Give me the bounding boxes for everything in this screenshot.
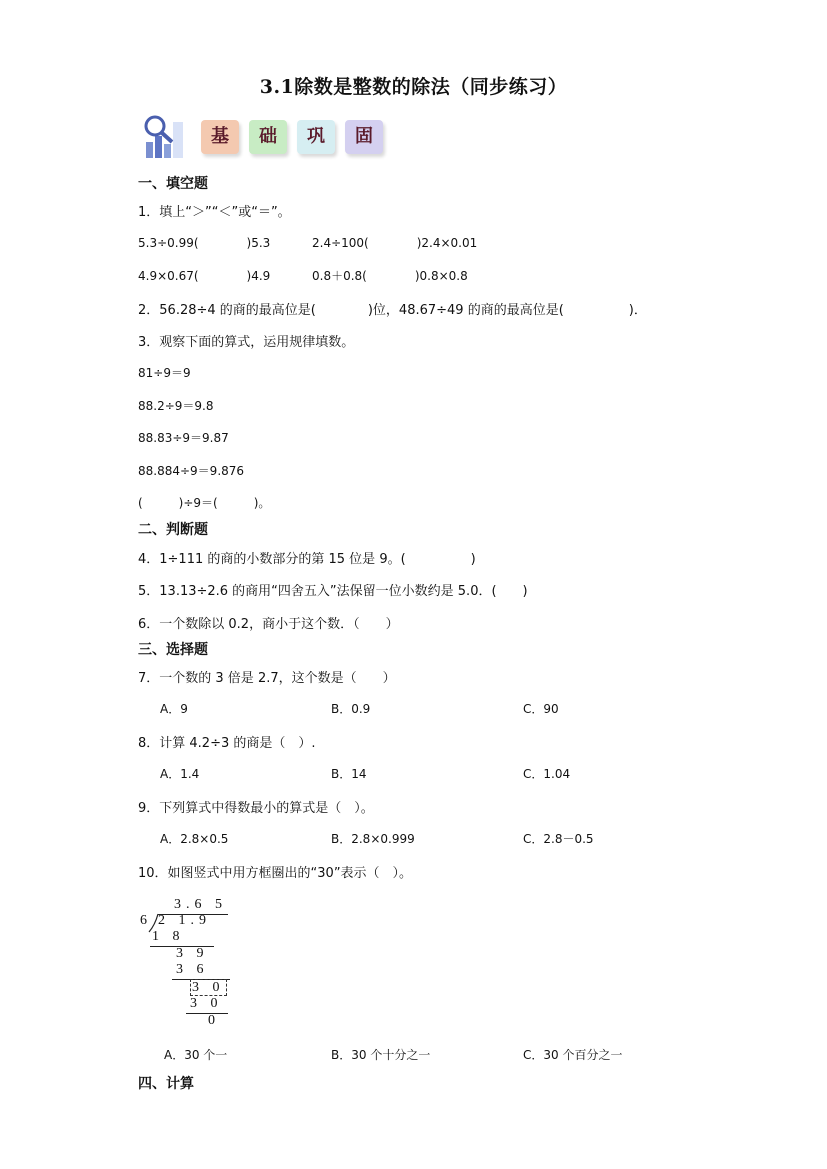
- q1-item-3: 4.9×0.67( )4.9: [138, 269, 271, 283]
- division-quotient: 3.6 5: [174, 897, 227, 912]
- division-dividend: 2 1.9: [158, 913, 211, 928]
- banner-tile-4: 固: [345, 120, 383, 154]
- q3-line-4: 88.884÷9＝9.876: [138, 464, 245, 478]
- question-3: 3．观察下面的算式，运用规律填数。: [138, 335, 355, 350]
- q1-item-4: 0.8＋0.8( )0.8×0.8: [312, 269, 468, 283]
- question-6: 6．一个数除以 0.2，商小于这个数．（ ）: [138, 617, 399, 632]
- division-remainder-1: 3 9: [176, 946, 209, 961]
- question-10: 10．如图竖式中用方框圈出的“30”表示（ ）。: [138, 866, 413, 881]
- banner-tile-3: 巩: [297, 120, 335, 154]
- q7-option-b: B．0.9: [331, 702, 371, 716]
- page-title: 3.1除数是整数的除法（同步练习）: [259, 76, 568, 98]
- long-division-figure: [138, 895, 248, 1035]
- q9-option-a: A．2.8×0.5: [160, 832, 229, 846]
- division-subtract-3: 3 0: [190, 996, 223, 1011]
- q3-line-5: ( )÷9＝( )。: [138, 496, 271, 510]
- q9-option-b: B．2.8×0.999: [331, 832, 415, 846]
- q9-option-c: C．2.8－0.5: [523, 832, 594, 846]
- division-boxed-30: 3 0: [192, 980, 225, 995]
- division-remainder-final: 0: [208, 1013, 220, 1028]
- division-subtract-2: 3 6: [176, 962, 209, 977]
- banner-tile-1: 基: [201, 120, 239, 154]
- section-heading-judge: 二、判断题: [138, 522, 208, 538]
- division-subtract-1: 1 8: [152, 929, 185, 944]
- division-divisor: 6: [140, 913, 152, 928]
- q3-line-2: 88.2÷9＝9.8: [138, 399, 214, 413]
- q10-option-b: B．30 个十分之一: [331, 1048, 431, 1062]
- question-9: 9．下列算式中得数最小的算式是（ ）。: [138, 801, 374, 816]
- question-1: 1．填上“＞”“＜”或“＝”。: [138, 205, 291, 220]
- section-banner: [138, 112, 398, 162]
- q7-option-a: A．9: [160, 702, 188, 716]
- q10-option-a: A．30 个一: [164, 1048, 228, 1062]
- section-heading-fill: 一、填空题: [138, 176, 208, 192]
- q7-option-c: C．90: [523, 702, 559, 716]
- q3-line-3: 88.83÷9＝9.87: [138, 431, 229, 445]
- q8-option-c: C．1.04: [523, 767, 571, 781]
- banner-tile-2: 础: [249, 120, 287, 154]
- question-4: 4．1÷111 的商的小数部分的第 15 位是 9。( ): [138, 552, 476, 567]
- q10-option-c: C．30 个百分之一: [523, 1048, 623, 1062]
- section-heading-calc: 四、计算: [138, 1076, 194, 1092]
- question-7: 7．一个数的 3 倍是 2.7，这个数是（ ）: [138, 671, 396, 686]
- section-heading-choice: 三、选择题: [138, 642, 208, 658]
- question-2: 2．56.28÷4 的商的最高位是( )位，48.67÷49 的商的最高位是( )．: [138, 303, 647, 318]
- q8-option-b: B．14: [331, 767, 367, 781]
- magnifier-chart-icon: [138, 112, 190, 162]
- question-5: 5．13.13÷2.6 的商用“四舍五入”法保留一位小数约是 5.0．( ): [138, 584, 528, 599]
- question-8: 8．计算 4.2÷3 的商是（ ）.: [138, 736, 316, 751]
- q8-option-a: A．1.4: [160, 767, 200, 781]
- q1-item-2: 2.4÷100( )2.4×0.01: [312, 236, 478, 250]
- q1-item-1: 5.3÷0.99( )5.3: [138, 236, 271, 250]
- q3-line-1: 81÷9＝9: [138, 366, 191, 380]
